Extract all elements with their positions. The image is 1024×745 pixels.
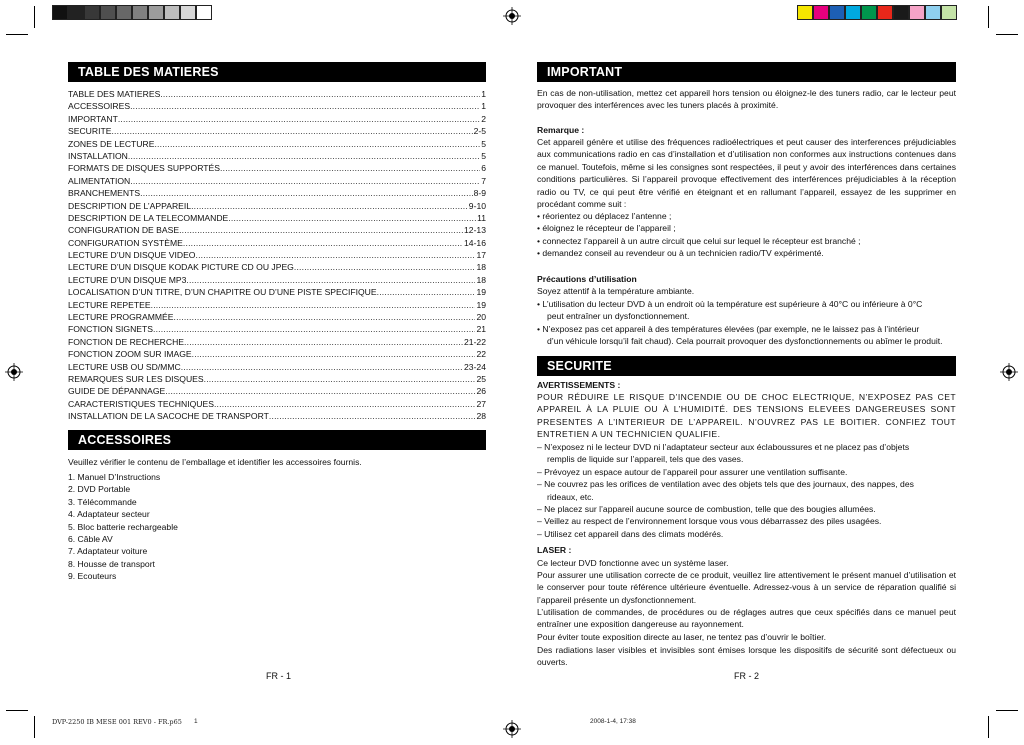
precautions-heading: Précautions d’utilisation — [537, 274, 637, 284]
list-item: 5. Bloc batterie rechargeable — [68, 521, 178, 532]
precautions-item-1 — [537, 298, 956, 323]
toc-entry — [68, 336, 486, 348]
toc-entry-page: 27 — [476, 398, 486, 409]
toc-entry-page: 17 — [476, 250, 486, 261]
color-swatch — [84, 5, 100, 20]
toc-leader-dots — [269, 410, 476, 422]
color-swatch — [52, 5, 68, 20]
toc-leader-dots — [220, 162, 480, 174]
toc-entry-page: 1 — [481, 89, 486, 99]
precautions-item-2-line-1: • N’exposez pas cet appareil à des températures élevées (par exemple, ne le laissez pas à l’intérieur — [537, 324, 920, 334]
toc-leader-dots — [160, 88, 480, 100]
toc-entry-page: 9-10 — [468, 200, 486, 211]
color-swatch — [813, 5, 829, 20]
precautions-item-1-line-1: • L’utilisation du lecteur DVD à un endroit où la température est supérieure à 40°C ou inférieure à 0°C — [537, 299, 923, 309]
list-item: • réorientez ou déplacez l’antenne ; — [537, 211, 672, 221]
list-item: 8. Housse de transport — [68, 558, 155, 569]
toc-leader-dots — [183, 237, 463, 249]
toc-entry — [68, 100, 486, 112]
toc-entry-title: FONCTION SIGNETS — [68, 324, 153, 335]
color-swatch — [893, 5, 909, 20]
list-item-continuation: rideaux, etc. — [547, 491, 594, 502]
toc-entry-page: 7 — [481, 175, 486, 186]
toc-entry — [68, 249, 486, 261]
page-number-right: FR - 2 — [734, 671, 760, 681]
toc-entry-title: CARACTERISTIQUES TECHNIQUES — [68, 398, 214, 409]
list-item: 6. Câble AV — [68, 533, 113, 544]
toc-entry-title: LECTURE REPETEE — [68, 299, 151, 310]
process-color-bar — [797, 5, 957, 20]
toc-leader-dots — [186, 274, 475, 286]
toc-leader-dots — [204, 373, 476, 385]
laser-paragraph-5: Des radiations laser visibles et invisibles sont émises lorsque les dispositifs de sécurité sont défectueux ou ouverts. — [537, 645, 956, 668]
toc-entry-title: LECTURE PROGRAMMÉE — [68, 312, 174, 323]
toc-entry-page: 2 — [481, 113, 486, 124]
toc-entry — [68, 200, 486, 212]
accessories-heading: ACCESSOIRES — [68, 430, 486, 450]
laser-paragraph-4: Pour éviter toute exposition directe au laser, ne tentez pas d’ouvrir le boîtier. — [537, 632, 827, 642]
toc-leader-dots — [165, 385, 475, 397]
toc-entry-title: IMPORTANT — [68, 113, 118, 124]
list-item: 3. Télécommande — [68, 496, 137, 507]
toc-leader-dots — [174, 311, 476, 323]
remarque-body: Cet appareil génère et utilise des fréquences radioélectriques et peut causer des interferences préjudiciables aux communications radio en cas d’installation et d’utilisation non conformes aux instructions contenues dans ce manuel. Toutefois, même si les consignes sont respectées, il peut y avoir des interférences dans certaines conditions particulières. Si l’appareil provoque effectivement des interférences préjudiciables à la réception radio ou TV, ce qui peut être vérifié en éteignant et en rallumant l’appareil, essayez de les supprimer en procédant comme suit : — [537, 137, 956, 210]
avertissements-body: POUR RÉDUIRE LE RISQUE D’INCENDIE OU DE CHOC ELECTRIQUE, N’EXPOSEZ PAS CET APPAREIL À LA PLUIE OU À L’HUMIDITÉ. DES TENSIONS ELEVEES DANGEREUSES SONT PRESENTES A L’INTERIEUR DE L’APPAREIL. N’OUVREZ PAS LE BOITIER. CONFIEZ TOUT ENTRETIEN A UN TECHNICIEN QUALIFIE. — [537, 392, 956, 440]
color-swatch — [925, 5, 941, 20]
toc-entry-title: TABLE DES MATIERES — [68, 89, 161, 99]
toc-entry-title: LOCALISATION D’UN TITRE, D’UN CHAPITRE OU D’UNE PISTE SPECIFIQUE — [68, 287, 377, 298]
color-swatch — [132, 5, 148, 20]
toc-entry-title: CONFIGURATION SYSTÈME — [68, 237, 183, 248]
color-swatch — [845, 5, 861, 20]
list-item: • éloignez le récepteur de l’appareil ; — [537, 223, 676, 234]
toc-entry — [68, 113, 486, 125]
toc-entry-title: LECTURE D’UN DISQUE MP3 — [68, 274, 187, 285]
toc-entry — [68, 237, 486, 249]
slug-filename: DVP-2250 IB MESE 001 REV0 - FR.p65 — [52, 718, 182, 726]
toc-entry — [68, 311, 486, 323]
toc-entry-page: 28 — [476, 411, 486, 422]
toc-entry-page: 6 — [481, 163, 486, 174]
toc-entry-page: 20 — [476, 312, 486, 323]
toc-leader-dots — [151, 299, 476, 311]
toc-entry-page: 1 — [481, 101, 486, 112]
color-swatch — [148, 5, 164, 20]
precautions-intro: Soyez attentif à la température ambiante. — [537, 286, 695, 296]
important-heading: IMPORTANT — [537, 62, 956, 82]
toc-leader-dots — [191, 200, 468, 212]
toc-entry — [68, 88, 486, 100]
toc-leader-dots — [184, 336, 463, 348]
toc-entry-page: 8-9 — [473, 188, 486, 199]
toc-entry — [68, 385, 486, 397]
toc-entry-title: LECTURE D’UN DISQUE KODAK PICTURE CD OU JPEG — [68, 262, 294, 273]
toc-entry-title: ZONES DE LECTURE — [68, 138, 155, 149]
toc-entry — [68, 261, 486, 273]
precautions-item-1-line-2: peut entraîner un dysfonctionnement. — [547, 311, 690, 322]
toc-entry-title: INSTALLATION — [68, 150, 128, 161]
list-item: – Veillez au respect de l’environnement lorsque vous vous débarrassez des piles usagées. — [537, 516, 882, 527]
color-swatch — [164, 5, 180, 20]
toc-entry-page: 22 — [476, 349, 486, 360]
securite-list — [537, 441, 956, 540]
toc-entry-title: GUIDE DE DÉPANNAGE — [68, 386, 166, 397]
color-swatch — [797, 5, 813, 20]
slug-date: 2008-1-4, 17:38 — [590, 718, 636, 725]
color-swatch — [829, 5, 845, 20]
grayscale-color-bar — [52, 5, 212, 20]
color-swatch — [877, 5, 893, 20]
toc-entry-page: 12-13 — [464, 225, 486, 236]
toc-heading: TABLE DES MATIERES — [68, 62, 486, 82]
toc-entry-page: 25 — [476, 373, 486, 384]
toc-entry — [68, 398, 486, 410]
toc-leader-dots — [154, 138, 480, 150]
list-item: 2. DVD Portable — [68, 484, 131, 495]
toc-entry — [68, 224, 486, 236]
list-item: – N’exposez ni le lecteur DVD ni l’adaptateur secteur aux éclaboussures et ne placez pas d’objets — [537, 442, 910, 452]
toc-entry — [68, 187, 486, 199]
toc-entry — [68, 175, 486, 187]
toc-entry — [68, 410, 486, 422]
precautions-item-2-line-2: d’un véhicule lorsqu’il fait chaud). Cela pourrait provoquer des dysfonctionnements ou abîmer le produit. — [547, 336, 943, 347]
color-swatch — [941, 5, 957, 20]
toc-entry-page: 18 — [476, 274, 486, 285]
accessories-intro: Veuillez vérifier le contenu de l’emballage et identifier les accessoires fournis. — [68, 457, 362, 467]
toc-entry-title: FONCTION DE RECHERCHE — [68, 336, 185, 347]
toc-entry — [68, 162, 486, 174]
registration-mark-icon — [503, 7, 521, 25]
list-item: 9. Ecouteurs — [68, 571, 117, 582]
toc-entry-title: LECTURE D’UN DISQUE VIDEO — [68, 250, 196, 261]
toc-entry-title: REMARQUES SUR LES DISQUES — [68, 373, 204, 384]
toc-entry — [68, 150, 486, 162]
toc-entry — [68, 286, 486, 298]
toc-entry-page: 19 — [476, 299, 486, 310]
toc-leader-dots — [153, 323, 475, 335]
securite-heading: SECURITE — [537, 356, 956, 376]
toc-leader-dots — [377, 286, 476, 298]
accessories-list — [68, 471, 486, 583]
toc-entry — [68, 323, 486, 335]
toc-entry-title: ACCESSOIRES — [68, 101, 131, 112]
list-item: • demandez conseil au revendeur ou à un technicien radio/TV expérimenté. — [537, 248, 824, 259]
toc-leader-dots — [140, 187, 472, 199]
list-item: – Prévoyez un espace autour de l’appareil pour assurer une ventilation suffisante. — [537, 466, 848, 477]
color-swatch — [196, 5, 212, 20]
list-item: 7. Adaptateur voiture — [68, 546, 148, 557]
toc-entry-page: 23-24 — [464, 361, 486, 372]
toc-entry — [68, 373, 486, 385]
toc-leader-dots — [130, 175, 480, 187]
toc-entry-title: ALIMENTATION — [68, 175, 131, 186]
toc-entry — [68, 299, 486, 311]
toc-entry-title: BRANCHEMENTS — [68, 188, 141, 199]
toc-leader-dots — [294, 261, 476, 273]
toc-entry — [68, 348, 486, 360]
avertissements-heading: AVERTISSEMENTS : — [537, 380, 621, 390]
registration-mark-icon — [503, 720, 521, 738]
list-item: – Ne placez sur l’appareil aucune source de combustion, telle que des bougies allumées. — [537, 503, 876, 514]
remarque-list — [537, 210, 956, 260]
toc-leader-dots — [228, 212, 476, 224]
toc-entry — [68, 361, 486, 373]
laser-paragraph-3: L’utilisation de commandes, de procédures ou de réglages autres que ceux spécifiés dans ce manuel peut entraîner une exposition dangereuse au rayonnement. — [537, 607, 956, 630]
remarque-heading: Remarque : — [537, 125, 585, 135]
toc-entry-title: DESCRIPTION DE LA TELECOMMANDE — [68, 212, 229, 223]
color-swatch — [68, 5, 84, 20]
toc-entry-page: 5 — [481, 150, 486, 161]
color-swatch — [861, 5, 877, 20]
toc-entry — [68, 138, 486, 150]
table-of-contents — [68, 88, 486, 423]
toc-entry-title: LECTURE USB OU SD/MMC — [68, 361, 181, 372]
slug-page-number: 1 — [194, 718, 198, 725]
toc-entry-title: DESCRIPTION DE L’APPAREIL — [68, 200, 192, 211]
precautions-item-2 — [537, 323, 956, 348]
toc-entry-page: 26 — [476, 386, 486, 397]
toc-entry-title: FONCTION ZOOM SUR IMAGE — [68, 349, 192, 360]
laser-heading: LASER : — [537, 545, 572, 555]
color-swatch — [909, 5, 925, 20]
toc-leader-dots — [130, 100, 480, 112]
registration-mark-icon — [5, 363, 23, 381]
toc-entry-page: 21 — [476, 324, 486, 335]
laser-paragraph-1: Ce lecteur DVD fonctionne avec un système laser. — [537, 558, 729, 568]
toc-entry — [68, 125, 486, 137]
color-swatch — [180, 5, 196, 20]
toc-leader-dots — [214, 398, 475, 410]
toc-entry-title: CONFIGURATION DE BASE — [68, 225, 180, 236]
toc-leader-dots — [128, 150, 480, 162]
toc-leader-dots — [192, 348, 476, 360]
toc-leader-dots — [111, 125, 472, 137]
toc-entry-page: 14-16 — [464, 237, 486, 248]
toc-entry-page: 11 — [477, 212, 486, 223]
toc-entry-title: FORMATS DE DISQUES SUPPORTÉS — [68, 163, 221, 174]
list-item: • connectez l’appareil à un autre circuit que celui sur lequel le récepteur est branché ; — [537, 235, 861, 246]
toc-entry — [68, 212, 486, 224]
toc-entry-page: 18 — [476, 262, 486, 273]
toc-entry-page: 5 — [481, 138, 486, 149]
list-item: 1. Manuel D’Instructions — [68, 472, 161, 482]
color-swatch — [100, 5, 116, 20]
toc-leader-dots — [196, 249, 476, 261]
list-item: – Utilisez cet appareil dans des climats modérés. — [537, 528, 724, 539]
list-item-continuation: remplis de liquide sur l’appareil, tels que des vases. — [547, 454, 744, 465]
list-item: – Ne couvrez pas les orifices de ventilation avec des objets tels que des journaux, des nappes, des — [537, 479, 914, 490]
page-number-left: FR - 1 — [266, 671, 292, 681]
list-item: 4. Adaptateur secteur — [68, 509, 150, 520]
important-intro: En cas de non-utilisation, mettez cet appareil hors tension ou éloignez-le des tuners radio, car le lecteur peut provoquer des interférences avec les tuners placés à proximité. — [537, 88, 956, 111]
color-swatch — [116, 5, 132, 20]
toc-entry-page: 2-5 — [473, 126, 486, 137]
toc-entry-page: 19 — [476, 287, 486, 298]
registration-mark-icon — [1000, 363, 1018, 381]
toc-leader-dots — [179, 224, 463, 236]
toc-entry-title: INSTALLATION DE LA SACOCHE DE TRANSPORT — [68, 411, 269, 422]
laser-paragraph-2: Pour assurer une utilisation correcte de ce produit, veuillez lire attentivement le présent manuel d’utilisation et le conserver pour toute référence ultérieure éventuelle. Adressez-vous à un service de réparation qualifié si l’appareil présente un dysfonctionnement. — [537, 570, 956, 605]
toc-entry-title: SECURITE — [68, 126, 112, 137]
toc-leader-dots — [118, 113, 480, 125]
toc-entry — [68, 274, 486, 286]
toc-leader-dots — [181, 361, 463, 373]
toc-entry-page: 21-22 — [464, 336, 486, 347]
